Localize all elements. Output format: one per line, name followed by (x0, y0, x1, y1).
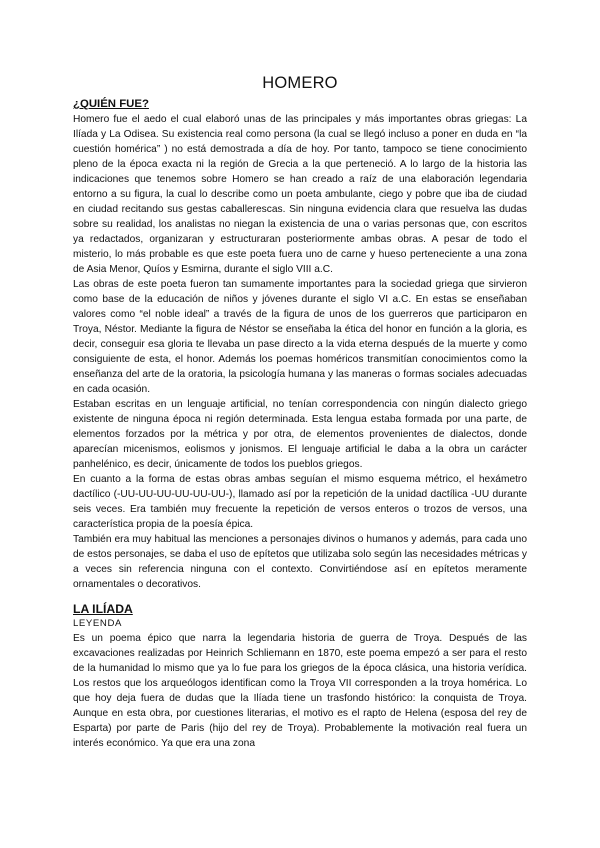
paragraph-iliada-leyenda: Es un poema épico que narra la legendaria historia de guerra de Troya. Después de las excavaciones realizadas por Heinrich Schliemann en 1870, este poema empezó a ser para el resto de la humanidad lo mismo que ya lo fue para los griegos de la época clásica, una historia verídica. Los restos que los arqueólogos identifican como la Troya VII corresponden a la troya homérica. Lo que hoy deja fuera de dudas que la Ilíada tiene un trasfondo histórico: la conquista de Troya. Aunque en esta obra, por cuestiones literarias, el motivo es el rapto de Helena (esposa del rey de Esparta) por parte de Paris (hijo del rey de Troya). Probablemente la motivación real fuera un interés económico. Ya que era una zona (73, 633, 527, 749)
paragraph-metrica: En cuanto a la forma de estas obras ambas seguían el mismo esquema métrico, el hexámetro dactílico (-UU-UU-UU-UU-UU-UU-), llamado así por la repetición de la unidad dactílica -UU durante seis veces. Era también muy frecuente la repetición de versos enteros o trozos de versos, una característica propia de la poesía épica. (73, 474, 527, 530)
paragraph-educacion: Las obras de este poeta fueron tan sumamente importantes para la sociedad griega que sirvieron como base de la educación de niños y jóvenes durante el siglo VI a.C. En estas se enseñaban valores como “el noble ideal” a través de la figura de unos de los guerreros que participaron en Troya, Néstor. Mediante la figura de Néstor se enseñaba la ética del honor en función a la gloria, es decir, conseguir esa gloria te llevaba un pase directo a la vida eterna después de la muerte y como consiguiente de esta, el honor. Además los poemas homéricos transmitían conocimientos como la enseñanza del arte de la oratoria, la psicología humana y las maneras o formas sociales adecuadas en cada ocasión. (73, 279, 527, 395)
document-title: HOMERO (262, 74, 338, 92)
paragraph-lenguaje: Estaban escritas en un lenguaje artificial, no tenían correspondencia con ningún dialecto griego existente de ninguna época ni región determinada. Esta lengua estaba formada por una parte, de elementos forzados por la métrica y por otra, de elementos provenientes de dialectos, donde aparecían micenismos, eolismos y jonismos. El lenguaje artificial le daba a la obra un carácter panhelénico, es decir, únicamente de todos los pueblos griegos. (73, 399, 527, 470)
paragraph-homero-intro: Homero fue el aedo el cual elaboró unas de las principales y más importantes obras griegas: La Ilíada y La Odisea. Su existencia real como persona (la cual se llegó incluso a poner en duda en “la cuestión homérica” ) no está demostrada a día de hoy. Por tanto, tampoco se tiene conocimiento pleno de la época exacta ni la región de Grecia a la que perteneció. A lo largo de la historia las indicaciones que tenemos sobre Homero se han creado a raíz de una elaboración legendaria entorno a su figura, la cual lo describe como un poeta ambulante, ciego y pobre que iba de ciudad en ciudad recitando sus gestas caballerescas. Sin ninguna evidencia clara que resuelva las dudas sobre su realidad, los analistas no niegan la existencia de una o varias personas que, con escritos ya redactados, organizaran y estructuraran posteriormente ambas obras. A pesar de todo el misterio, lo más probable es que este poeta fuera uno de carne y hueso perteneciente a una zona de Asia Menor, Quíos y Esmirna, durante el siglo VIII a.C. (73, 114, 527, 275)
paragraph-epitetos: También era muy habitual las menciones a personajes divinos o humanos y además, para cada uno de estos personajes, se daba el uso de epítetos que utilizaba solo según las necesidades métricas y a veces sin referencia ninguna con el contexto. Convirtiéndose así en epítetos meramente ornamentales o decorativos. (73, 534, 527, 590)
section-heading-iliada: LA ILÍADA (73, 602, 133, 616)
subheading-leyenda: LEYENDA (73, 618, 122, 629)
section-heading-quien-fue: ¿QUIÉN FUE? (73, 98, 149, 110)
